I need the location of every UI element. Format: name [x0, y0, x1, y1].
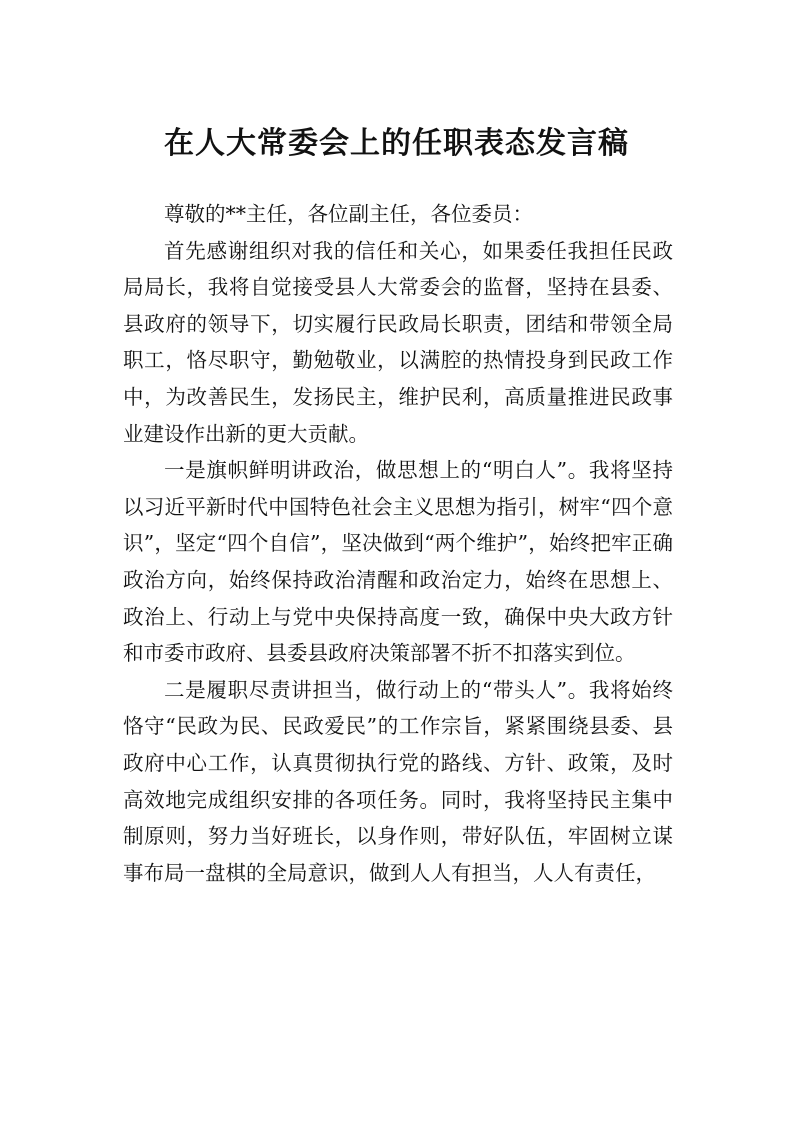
paragraph-politics: 一是旗帜鲜明讲政治，做思想上的“明白人”。我将坚持以习近平新时代中国特色社会主义思想为指引，树牢“四个意识”，坚定“四个自信”，坚决做到“两个维护”，始终把牢正确政治方向，始终保持政治清醒和政治定力，始终在思想上、政治上、行动上与党中央保持高度一致，确保中央大政方针和市委市政府、县委县政府决策部署不折不扣落实到位。 — [123, 458, 673, 666]
document-body — [123, 196, 673, 891]
paragraph-intro: 首先感谢组织对我的信任和关心，如果委任我担任民政局局长，我将自觉接受县人大常委会的监督，坚持在县委、县政府的领导下，切实履行民政局长职责，团结和带领全局职工，恪尽职守，勤勉敬业，以满腔的热情投身到民政工作中，为改善民生，发扬民主，维护民利，高质量推进民政事业建设作出新的更大贡献。 — [123, 238, 673, 446]
document-title: 在人大常委会上的任职表态发言稿 — [164, 126, 629, 161]
salutation: 尊敬的**主任，各位副主任，各位委员： — [164, 202, 533, 226]
paragraph-responsibility: 二是履职尽责讲担当，做行动上的“带头人”。我将始终恪守“民政为民、民政爱民”的工作宗旨，紧紧围绕县委、县政府中心工作，认真贯彻执行党的路线、方针、政策，及时高效地完成组织安排的各项任务。同时，我将坚持民主集中制原则，努力当好班长，以身作则，带好队伍，牢固树立谋事布局一盘棋的全局意识，做到人人有担当，人人有责任， — [123, 677, 673, 885]
